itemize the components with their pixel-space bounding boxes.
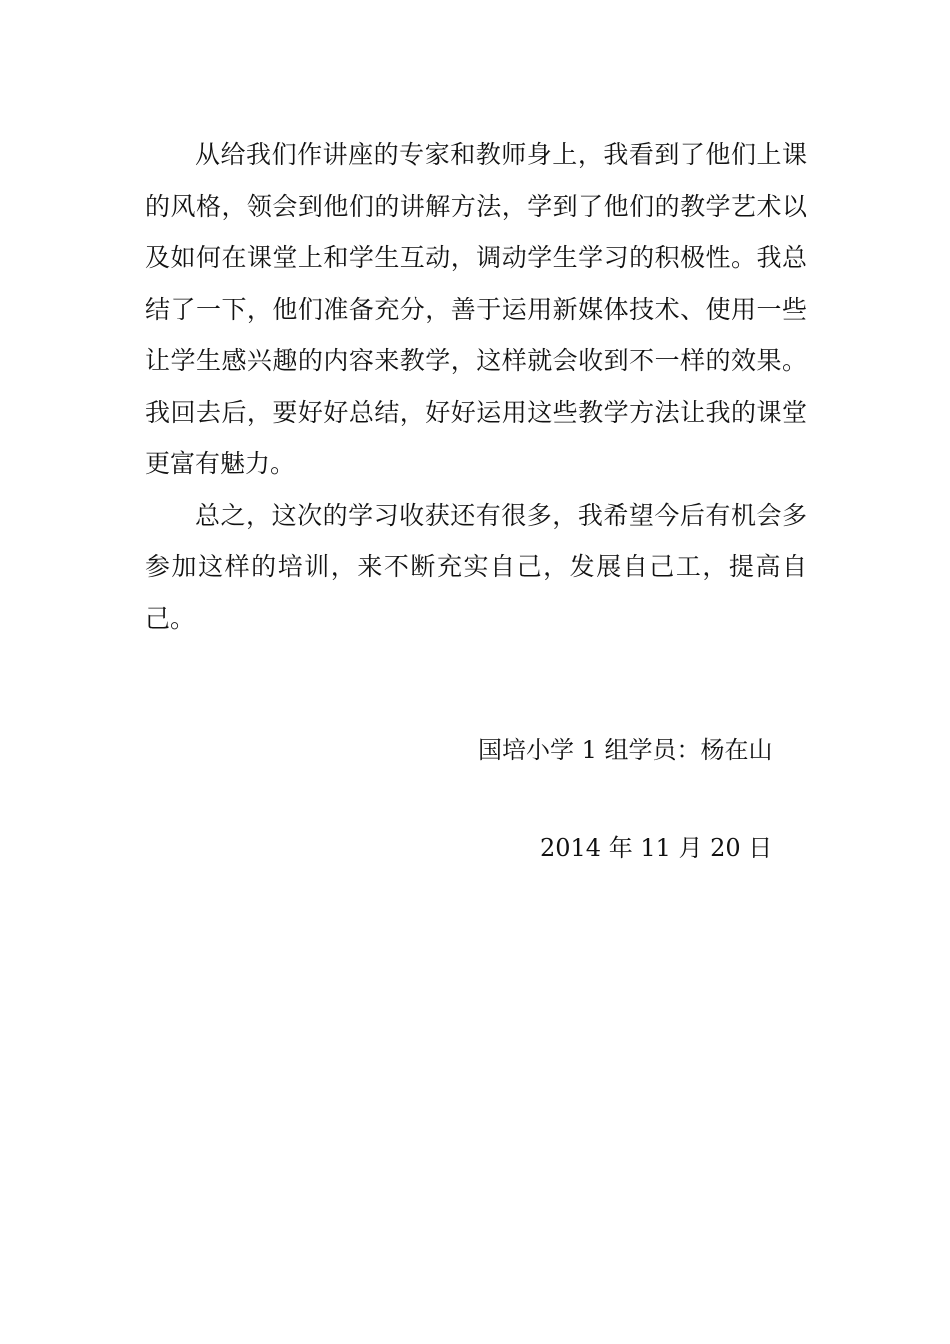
paragraph-2: 总之，这次的学习收获还有很多，我希望今后有机会多参加这样的培训，来不断充实自己，发展自己工，提高自己。: [145, 500, 807, 633]
date-line: 2014 年 11 月 20 日: [540, 834, 773, 862]
body-text: [145, 129, 807, 644]
signature-line: 国培小学 1 组学员：杨在山: [478, 736, 773, 764]
paragraph-1: 从给我们作讲座的专家和教师身上，我看到了他们上课的风格，领会到他们的讲解方法，学到了他们的教学艺术以及如何在课堂上和学生互动，调动学生学习的积极性。我总结了一下，他们准备充分，善于运用新媒体技术、使用一些让学生感兴趣的内容来教学，这样就会收到不一样的效果。我回去后，要好好总结，好好运用这些教学方法让我的课堂更富有魅力。: [145, 140, 807, 478]
